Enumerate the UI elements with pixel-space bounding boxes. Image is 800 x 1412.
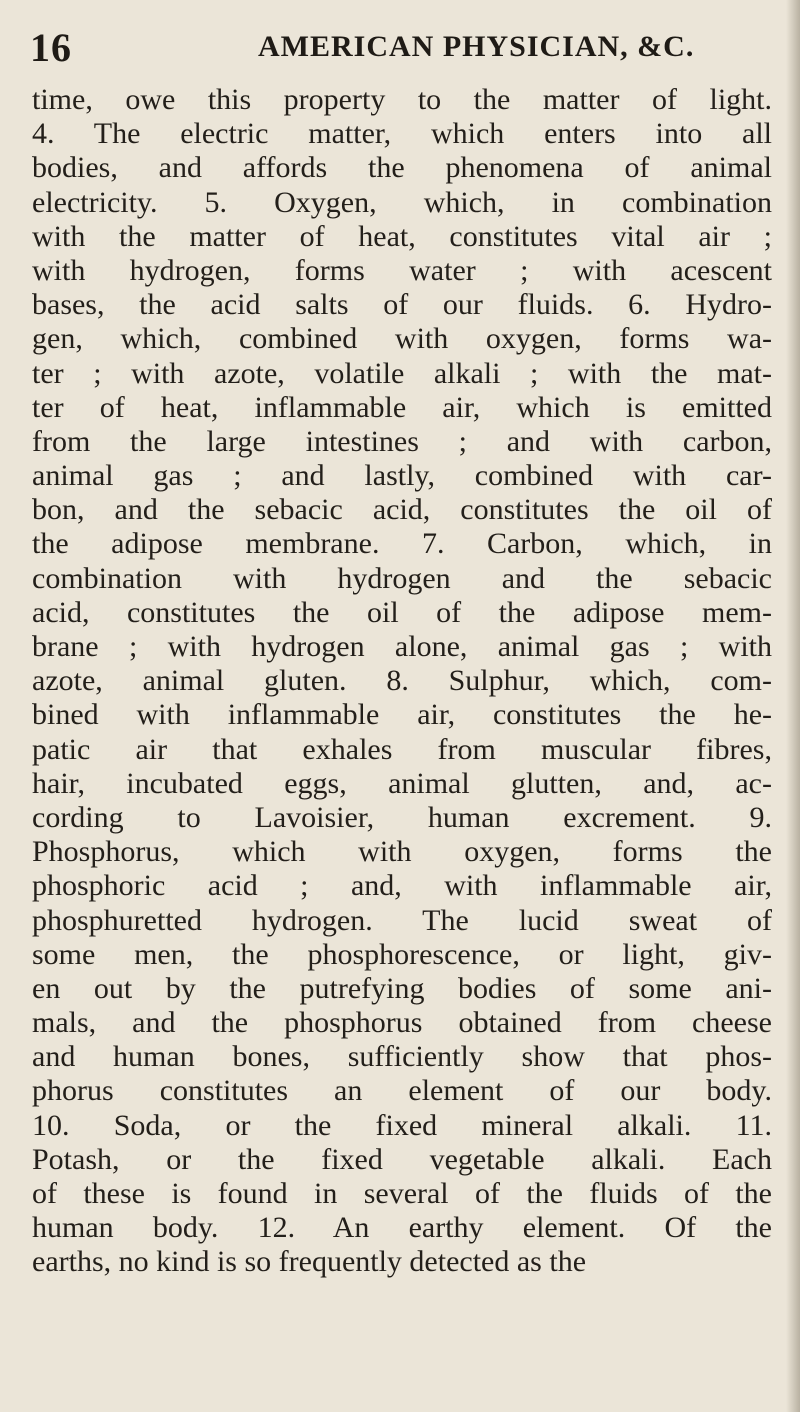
text-line: with hydrogen, forms water ; with acescent bbox=[32, 253, 772, 287]
text-line: with the matter of heat, constitutes vital air ; bbox=[32, 219, 772, 253]
text-line: acid, constitutes the oil of the adipose mem- bbox=[32, 595, 772, 629]
text-line: animal gas ; and lastly, combined with car- bbox=[32, 459, 772, 493]
text-line: combination with hydrogen and the sebacic bbox=[32, 561, 772, 595]
text-line: phorus constitutes an element of our body. bbox=[32, 1074, 772, 1108]
text-line: the adipose membrane. 7. Carbon, which, in bbox=[32, 527, 772, 561]
text-line: brane ; with hydrogen alone, animal gas ; with bbox=[32, 630, 772, 663]
text-line: and human bones, sufficiently show that phos- bbox=[32, 1040, 772, 1074]
running-head: AMERICAN PHYSICIAN, &C. bbox=[258, 30, 695, 63]
text-line: patic air that exhales from muscular fibres, bbox=[32, 732, 772, 766]
text-line: mals, and the phosphorus obtained from cheese bbox=[32, 1006, 772, 1040]
text-line: azote, animal gluten. 8. Sulphur, which, com- bbox=[32, 664, 772, 698]
text-line: ter ; with azote, volatile alkali ; with the mat- bbox=[32, 356, 772, 390]
text-line: bon, and the sebacic acid, constitutes the oil of bbox=[32, 493, 772, 527]
text-line: ter of heat, inflammable air, which is emitted bbox=[32, 390, 772, 424]
text-line: some men, the phosphorescence, or light, giv- bbox=[32, 937, 772, 971]
text-line: bases, the acid salts of our fluids. 6. Hydro- bbox=[32, 288, 772, 322]
text-line: time, owe this property to the matter of light. bbox=[32, 83, 772, 116]
text-line: from the large intestines ; and with carbon, bbox=[32, 424, 772, 458]
text-line: earths, no kind is so frequently detected as the bbox=[32, 1245, 587, 1279]
page-number: 16 bbox=[30, 25, 72, 70]
text-line: 4. The electric matter, which enters into all bbox=[32, 117, 772, 151]
text-line: of these is found in several of the fluids of the bbox=[32, 1177, 772, 1210]
text-line: Phosphorus, which with oxygen, forms the bbox=[32, 835, 772, 869]
page-edge-shadow bbox=[786, 0, 800, 1412]
body-text bbox=[32, 83, 772, 1280]
text-line: electricity. 5. Oxygen, which, in combination bbox=[32, 185, 772, 219]
text-line: bodies, and affords the phenomena of animal bbox=[32, 151, 772, 185]
text-line: phosphuretted hydrogen. The lucid sweat of bbox=[32, 903, 772, 937]
text-line: human body. 12. An earthy element. Of the bbox=[32, 1211, 772, 1245]
text-line: phosphoric acid ; and, with inflammable air, bbox=[32, 869, 772, 903]
text-line: hair, incubated eggs, animal glutten, and, ac- bbox=[32, 766, 772, 800]
text-line: bined with inflammable air, constitutes the he- bbox=[32, 698, 772, 732]
text-line: 10. Soda, or the fixed mineral alkali. 11. bbox=[32, 1108, 772, 1142]
text-line: gen, which, combined with oxygen, forms wa- bbox=[32, 322, 772, 356]
text-line: cording to Lavoisier, human excrement. 9. bbox=[32, 800, 772, 834]
text-line: en out by the putrefying bodies of some ani- bbox=[32, 971, 772, 1005]
text-line: Potash, or the fixed vegetable alkali. Each bbox=[32, 1142, 772, 1176]
